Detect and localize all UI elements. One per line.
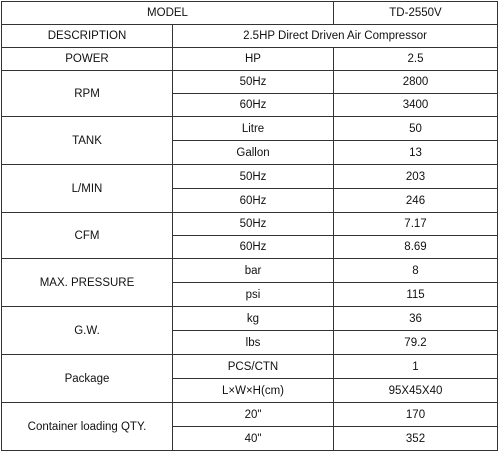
pressure-label: MAX. PRESSURE	[2, 259, 173, 307]
model-row	[2, 2, 498, 25]
power-label: POWER	[2, 48, 173, 71]
cfm-unit: 50Hz	[173, 213, 334, 236]
container-label: Container loading QTY.	[2, 403, 173, 451]
rpm-row	[2, 71, 498, 94]
power-value: 2.5	[334, 48, 498, 71]
power-row	[2, 48, 498, 71]
package-unit: PCS/CTN	[173, 355, 334, 379]
tank-value: 50	[334, 117, 498, 141]
description-row	[2, 25, 498, 48]
cfm-label: CFM	[2, 213, 173, 259]
container-value: 352	[334, 427, 498, 451]
tank-row	[2, 117, 498, 141]
cfm-value: 8.69	[334, 236, 498, 259]
spec-table	[1, 1, 498, 451]
pressure-unit: psi	[173, 283, 334, 307]
cfm-value: 7.17	[334, 213, 498, 236]
rpm-value: 2800	[334, 71, 498, 94]
package-label: Package	[2, 355, 173, 403]
tank-unit: Gallon	[173, 141, 334, 165]
package-value: 1	[334, 355, 498, 379]
tank-unit: Litre	[173, 117, 334, 141]
gw-label: G.W.	[2, 307, 173, 355]
container-row	[2, 403, 498, 427]
description-value: 2.5HP Direct Driven Air Compressor	[173, 25, 498, 48]
lmin-row	[2, 165, 498, 189]
tank-value: 13	[334, 141, 498, 165]
power-unit: HP	[173, 48, 334, 71]
package-unit: L×W×H(cm)	[173, 379, 334, 403]
container-unit: 40"	[173, 427, 334, 451]
pressure-unit: bar	[173, 259, 334, 283]
package-value: 95X45X40	[334, 379, 498, 403]
tank-label: TANK	[2, 117, 173, 165]
container-value: 170	[334, 403, 498, 427]
rpm-label: RPM	[2, 71, 173, 117]
gw-row	[2, 307, 498, 331]
gw-unit: lbs	[173, 331, 334, 355]
lmin-label: L/MIN	[2, 165, 173, 213]
package-row	[2, 355, 498, 379]
pressure-value: 8	[334, 259, 498, 283]
cfm-row	[2, 213, 498, 236]
pressure-row	[2, 259, 498, 283]
gw-value: 36	[334, 307, 498, 331]
gw-unit: kg	[173, 307, 334, 331]
gw-value: 79.2	[334, 331, 498, 355]
lmin-unit: 50Hz	[173, 165, 334, 189]
description-label: DESCRIPTION	[2, 25, 173, 48]
rpm-value: 3400	[334, 94, 498, 117]
lmin-value: 246	[334, 189, 498, 213]
cfm-unit: 60Hz	[173, 236, 334, 259]
model-label: MODEL	[2, 2, 334, 25]
lmin-unit: 60Hz	[173, 189, 334, 213]
lmin-value: 203	[334, 165, 498, 189]
model-value: TD-2550V	[334, 2, 498, 25]
rpm-unit: 60Hz	[173, 94, 334, 117]
pressure-value: 115	[334, 283, 498, 307]
container-unit: 20"	[173, 403, 334, 427]
rpm-unit: 50Hz	[173, 71, 334, 94]
